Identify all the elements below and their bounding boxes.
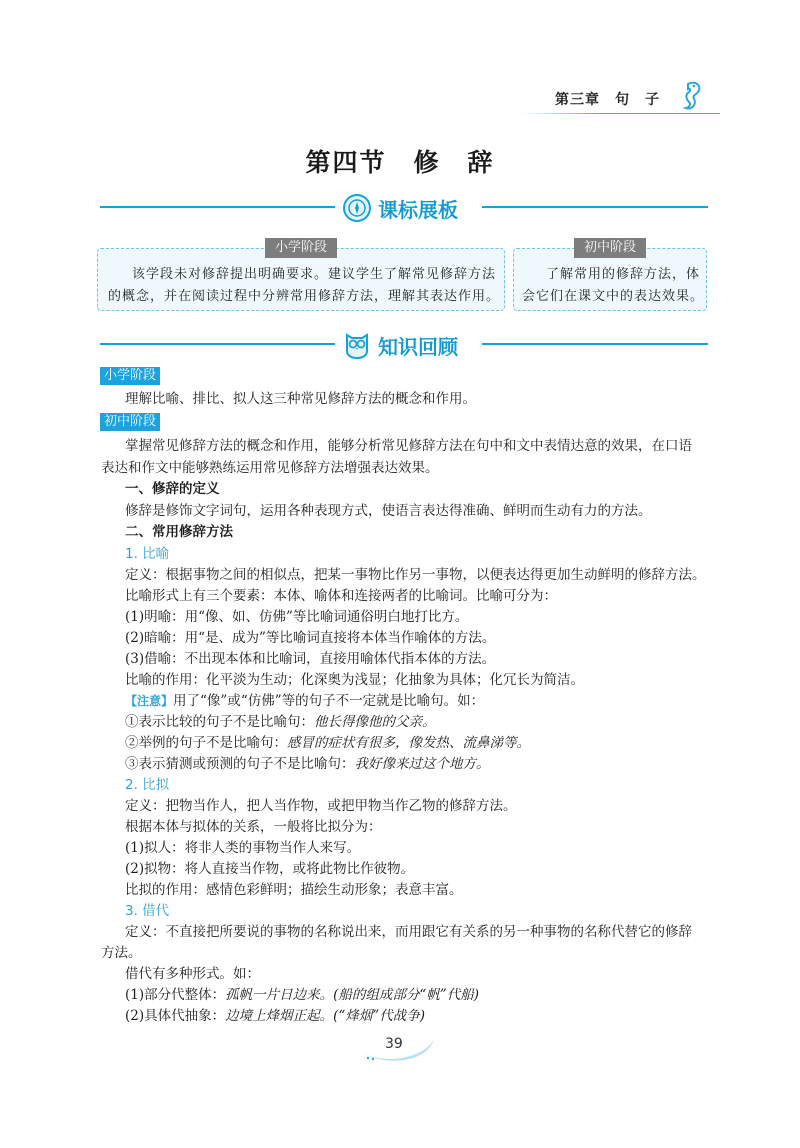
- metonymy-item-1: [125, 985, 479, 1005]
- definition-text: 修辞是修饰文字词句，运用各种表现方式，使语言表达得准确、鲜明而生动有力的方法。: [125, 503, 652, 519]
- junior-box-line-1: 了解常用的修辞方法，体: [546, 267, 701, 282]
- primary-text: 理解比喻、排比、拟人这三种常见修辞方法的概念和作用。: [125, 391, 476, 407]
- metaphor-definition: 定义：根据事物之间的相似点，把某一事物比作另一事物，以便表达得更加生动鲜明的修辞方法。: [125, 567, 706, 583]
- personification-form: 根据本体与拟体的关系，一般将比拟分为：: [125, 819, 382, 835]
- junior-text-line-1: 掌握常见修辞方法的概念和作用，能够分析常见修辞方法在句中和文中表情达意的效果，在口语: [125, 438, 692, 454]
- note-item-3: [125, 754, 490, 774]
- junior-box-label: 初中阶段: [574, 238, 646, 258]
- metonymy-item-example: 孤帆一片日边来。(船的组成部分“帆”代船): [225, 987, 479, 1003]
- section-title-standards: 课标展板: [378, 198, 458, 222]
- metaphor-function: 比喻的作用：化平淡为生动；化深奥为浅显；化抽象为具体；化冗长为简洁。: [125, 672, 584, 688]
- metaphor-simile: (1)明喻：用“像、如、仿佛”等比喻词通俗明白地打比方。: [125, 609, 469, 625]
- primary-box-line-1: 该学段未对修辞提出明确要求。建议学生了解常见修辞方法: [132, 267, 497, 282]
- tag-junior-stage: 初中阶段: [100, 413, 160, 431]
- tag-primary-stage: 小学阶段: [100, 367, 160, 385]
- metonymy-definition-2: 方法。: [101, 945, 142, 961]
- metaphor-implicit: (2)暗喻：用“是、成为”等比喻词直接将本体当作喻体的方法。: [125, 630, 496, 646]
- note-tag: 【注意】: [125, 694, 174, 708]
- heading-definition: 一、修辞的定义: [125, 481, 220, 497]
- section-rule-right: [482, 206, 708, 208]
- metonymy-item-label: (2)具体代抽象：: [125, 1008, 226, 1024]
- note-text: 用了“像”或“仿佛”等的句子不一定就是比喻句。如：: [173, 693, 485, 709]
- owl-icon: [342, 329, 372, 359]
- section-title-review: 知识回顾: [378, 335, 458, 359]
- note-item-1: [125, 712, 436, 732]
- page-title: 第四节 修 辞: [305, 148, 495, 177]
- junior-box-line-2: 会它们在课文中的表达效果。: [522, 289, 705, 304]
- subheading-personification: 2. 比拟: [125, 777, 170, 793]
- section-rule-right: [482, 343, 708, 345]
- personification-object: (2)拟物：将人直接当作物，或将此物比作彼物。: [125, 861, 415, 877]
- junior-text-line-2: 表达和作文中能够熟练运用常见修辞方法增强表达效果。: [101, 460, 439, 476]
- personification-definition: 定义：把物当作人，把人当作物，或把甲物当作乙物的修辞方法。: [125, 798, 517, 814]
- note-item-example: 他长得像他的父亲。: [314, 714, 436, 730]
- metonymy-item-label: (1)部分代整体：: [125, 987, 226, 1003]
- heading-methods: 二、常用修辞方法: [125, 524, 233, 540]
- compass-icon: [342, 193, 372, 223]
- note-item-label: ①表示比较的句子不是比喻句：: [125, 714, 314, 730]
- section-rule-left: [100, 206, 335, 208]
- metonymy-definition-1: 定义：不直接把所要说的事物的名称说出来，而用跟它有关系的另一种事物的名称代替它的修辞: [125, 924, 692, 940]
- personification-function: 比拟的作用：感情色彩鲜明；描绘生动形象；表意丰富。: [125, 882, 463, 898]
- subheading-metonymy: 3. 借代: [125, 903, 170, 919]
- page-number: 39: [385, 1036, 403, 1052]
- note-item-label: ③表示猜测或预测的句子不是比喻句：: [125, 756, 355, 772]
- metonymy-item-example: 边境上烽烟正起。(“烽烟”代战争): [225, 1008, 425, 1024]
- metonymy-item-2: [125, 1006, 425, 1026]
- personification-human: (1)拟人：将非人类的事物当作人来写。: [125, 840, 361, 856]
- metaphor-borrowed: (3)借喻：不出现本体和比喻词，直接用喻体代指本体的方法。: [125, 651, 496, 667]
- metaphor-form: 比喻形式上有三个要素：本体、喻体和连接两者的比喻词。比喻可分为：: [125, 588, 557, 604]
- metonymy-form: 借代有多种形式。如：: [125, 966, 260, 982]
- subheading-metaphor: 1. 比喻: [125, 546, 170, 562]
- header-rule: [520, 113, 720, 114]
- section-rule-left: [100, 343, 335, 345]
- note-item-2: [125, 733, 530, 753]
- note-item-example: 我好像来过这个地方。: [354, 756, 490, 772]
- note-item-label: ②举例的句子不是比喻句：: [125, 735, 287, 751]
- primary-box-label: 小学阶段: [265, 238, 337, 258]
- note-item-example: 感冒的症状有很多，像发热、流鼻涕等。: [287, 735, 530, 751]
- primary-box-line-2: 的概念，并在阅读过程中分辨常用修辞方法，理解其表达作用。: [108, 289, 501, 304]
- note-line: [125, 691, 484, 711]
- chapter-header: 第三章 句 子: [555, 92, 660, 108]
